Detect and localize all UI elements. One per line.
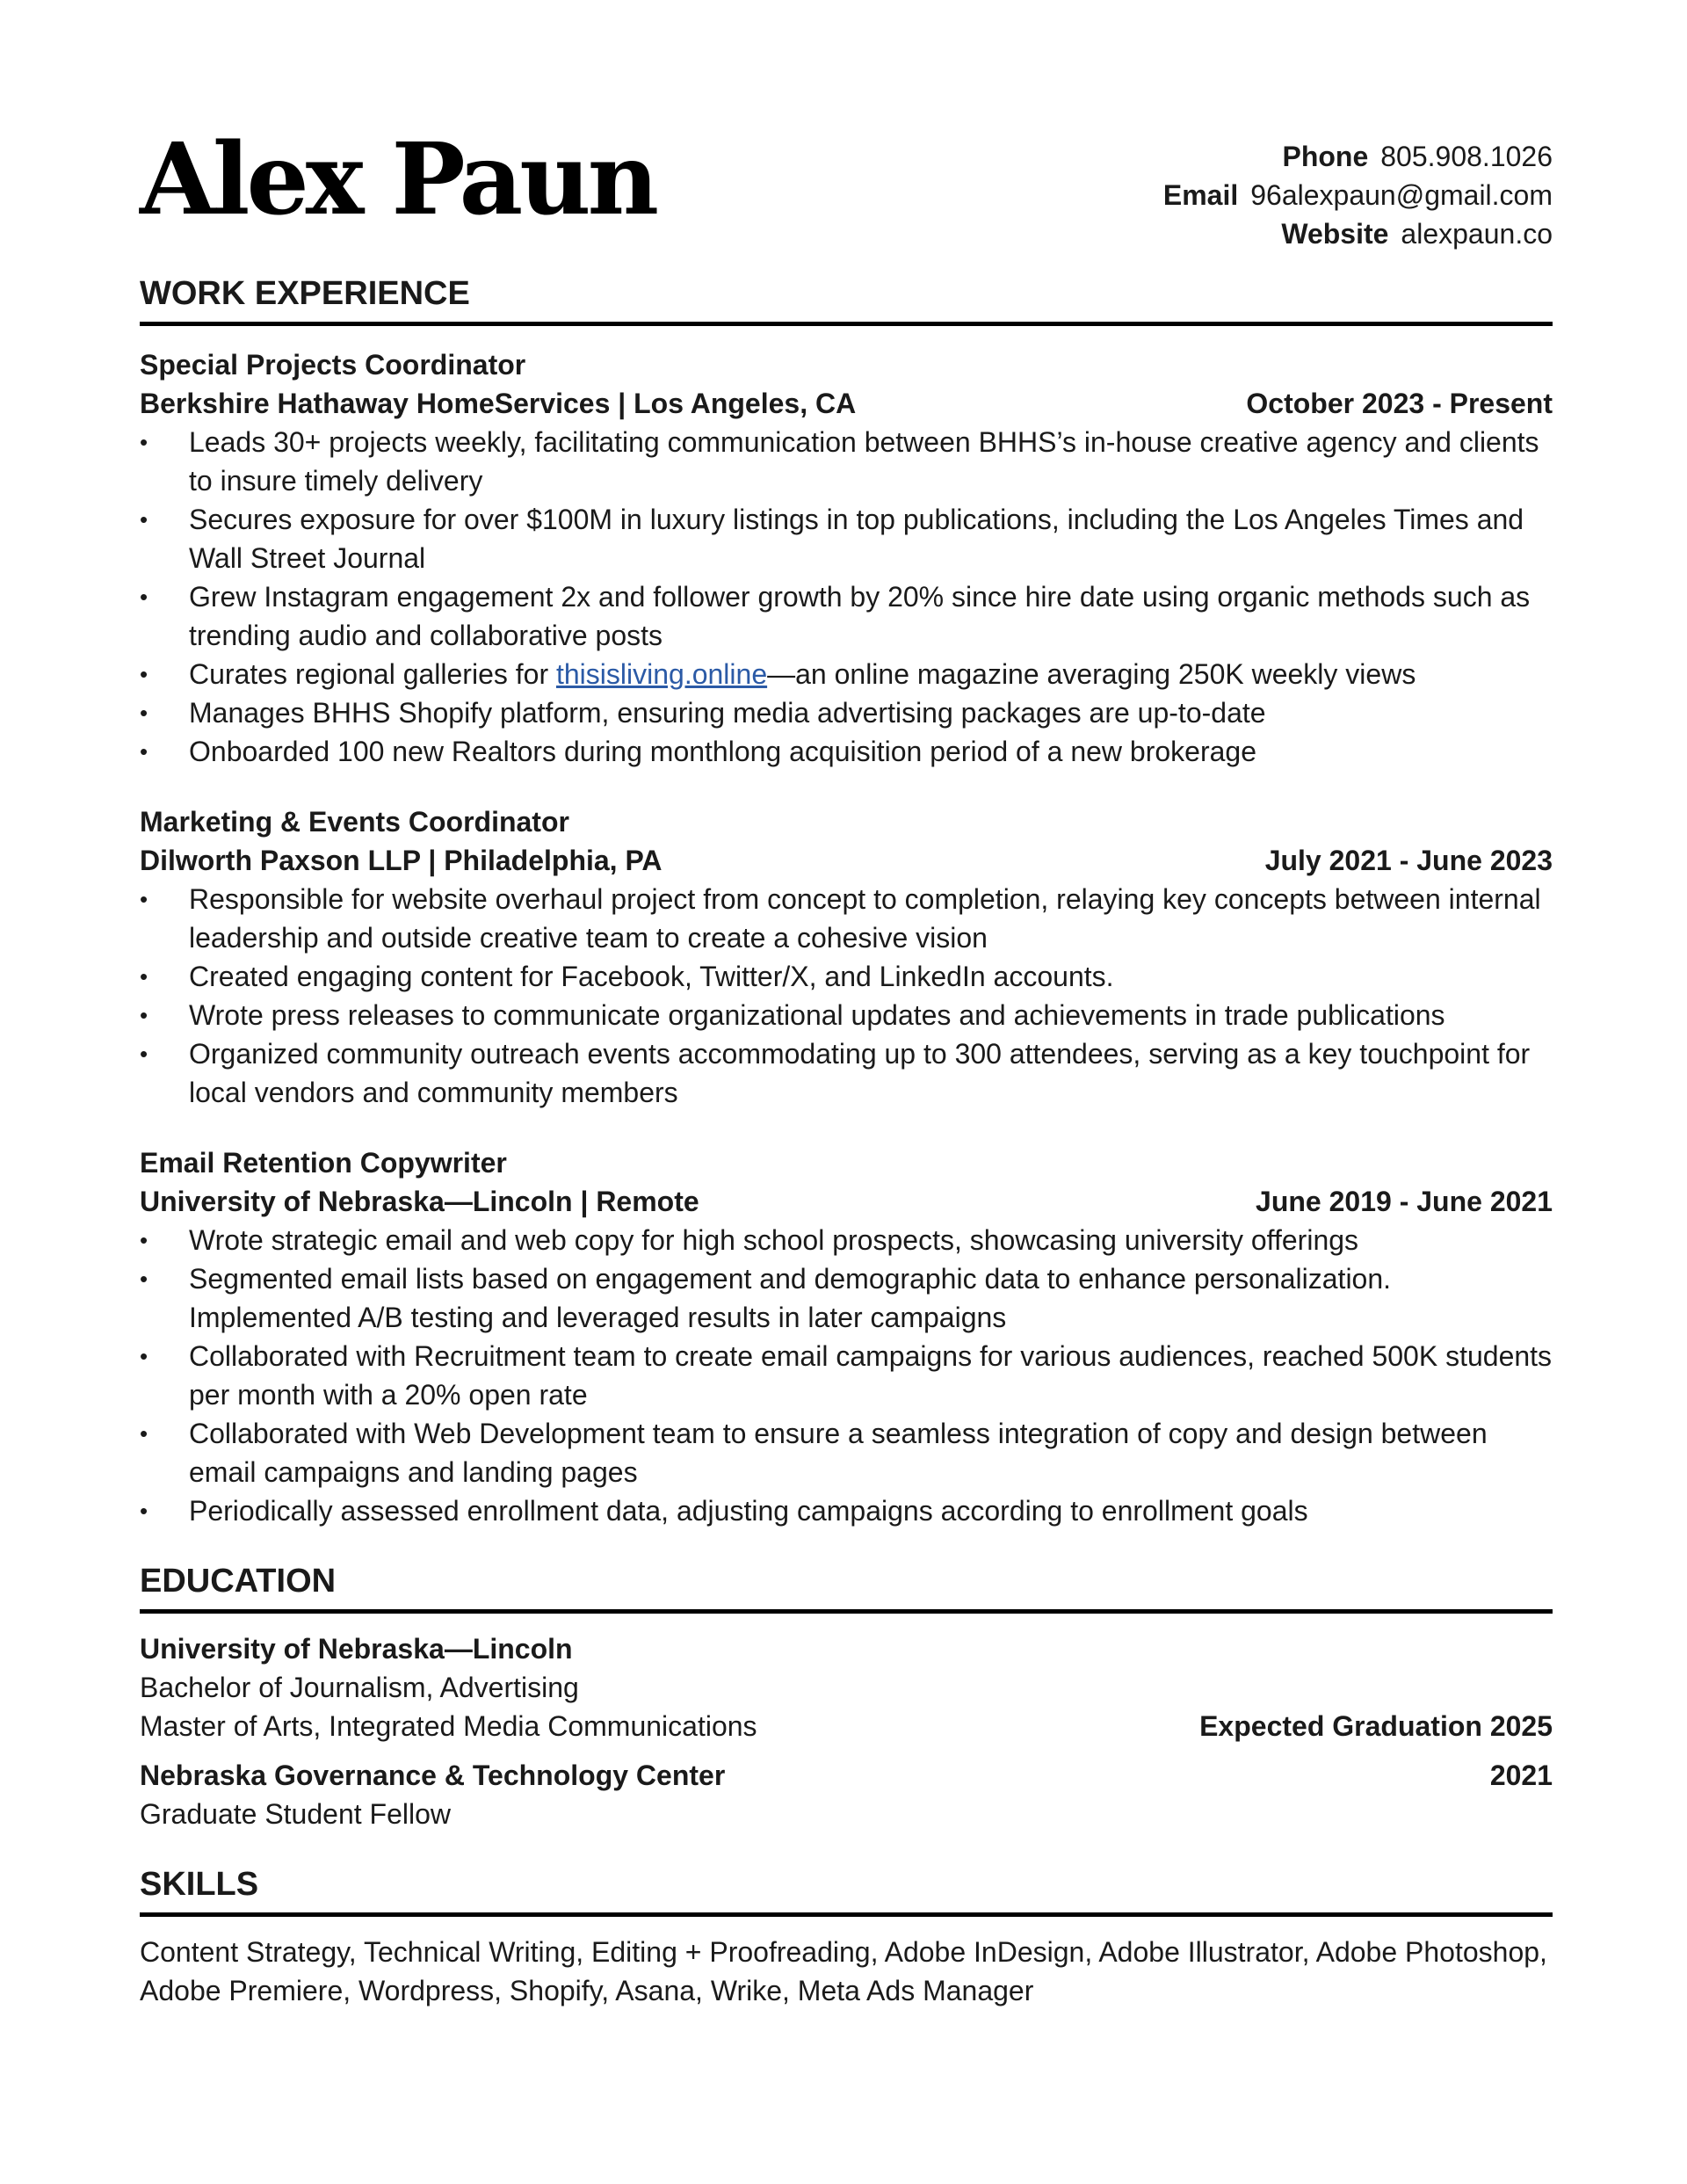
education-position: Graduate Student Fellow (140, 1798, 451, 1830)
education-degree: Master of Arts, Integrated Media Communications (140, 1710, 757, 1742)
contact-phone-label: Phone (1282, 141, 1369, 172)
contact-phone (1163, 137, 1553, 176)
work-experience-section (140, 272, 1553, 1530)
job-org: University of Nebraska—Lincoln | Remote (140, 1186, 699, 1217)
job-org: Dilworth Paxson LLP | Philadelphia, PA (140, 845, 662, 876)
job-bullet: • Secures exposure for over $100M in luxury listings in top publications, including the Los Angeles Times and Wall Street Journal (140, 500, 1553, 577)
contact-email-value: 96alexpaun@gmail.com (1250, 179, 1553, 211)
job-org-line (140, 384, 1553, 423)
bullet-text: Curates regional galleries for (189, 658, 556, 690)
job-bullets (140, 1221, 1553, 1530)
job-bullet: • Segmented email lists based on engagement and demographic data to enhance personalization. Implemented A/B testing and leveraged results in later campaigns (140, 1259, 1553, 1337)
education-entry (140, 1629, 1553, 1745)
job-bullets (140, 423, 1553, 771)
job-bullet: • Onboarded 100 new Realtors during monthlong acquisition period of a new brokerage (140, 732, 1553, 771)
bullet-text: —an online magazine averaging 250K weekly views (767, 658, 1416, 690)
job-role: Special Projects Coordinator (140, 349, 526, 381)
applicant-name: Alex Paun (140, 122, 656, 237)
job-dates: July 2021 - June 2023 (1264, 845, 1553, 876)
job-bullet: • Collaborated with Web Development team to ensure a seamless integration of copy and design between email campaigns and landing pages (140, 1414, 1553, 1491)
education-entry (140, 1756, 1553, 1833)
education-school: Nebraska Governance & Technology Center (140, 1760, 726, 1791)
job-org: Berkshire Hathaway HomeServices | Los Angeles, CA (140, 388, 857, 419)
section-heading-skills: SKILLS (140, 1863, 1553, 1917)
section-heading-education: EDUCATION (140, 1560, 1553, 1614)
job-bullet: • Created engaging content for Facebook, Twitter/X, and LinkedIn accounts. (140, 957, 1553, 996)
job-role: Marketing & Events Coordinator (140, 806, 569, 838)
job-entry (140, 1143, 1553, 1530)
magazine-link[interactable]: thisisliving.online (555, 658, 768, 690)
education-school: University of Nebraska—Lincoln (140, 1633, 573, 1665)
job-bullet: • Responsible for website overhaul project from concept to completion, relaying key concepts between internal leadership and outside creative team to create a cohesive vision (140, 880, 1553, 957)
job-dates: June 2019 - June 2021 (1256, 1186, 1553, 1217)
job-bullet (140, 655, 1553, 693)
job-bullet: • Collaborated with Recruitment team to create email campaigns for various audiences, reached 500K students per month with a 20% open rate (140, 1337, 1553, 1414)
job-org-line (140, 841, 1553, 880)
job-bullet: • Grew Instagram engagement 2x and follower growth by 20% since hire date using organic methods such as trending audio and collaborative posts (140, 577, 1553, 655)
job-bullets (140, 880, 1553, 1112)
skills-section (140, 1863, 1553, 2010)
skills-list: Content Strategy, Technical Writing, Editing + Proofreading, Adobe InDesign, Adobe Illustrator, Adobe Photoshop, Adobe Premiere, Wordpress, Shopify, Asana, Wrike, Meta Ads Manager (140, 1936, 1547, 2006)
contact-website-label: Website (1281, 218, 1389, 250)
contact-website-value: alexpaun.co (1401, 218, 1553, 250)
contact-info (1163, 137, 1553, 253)
education-degree: Bachelor of Journalism, Advertising (140, 1672, 579, 1703)
job-bullet: • Wrote press releases to communicate organizational updates and achievements in trade publications (140, 996, 1553, 1034)
job-bullet: • Leads 30+ projects weekly, facilitating communication between BHHS’s in-house creative agency and clients to insure timely delivery (140, 423, 1553, 500)
job-role: Email Retention Copywriter (140, 1147, 507, 1179)
education-date: Expected Graduation 2025 (1199, 1710, 1553, 1742)
education-degree-line (140, 1707, 1553, 1745)
education-date: 2021 (1489, 1760, 1553, 1791)
resume-page (140, 123, 1553, 2029)
job-entry (140, 345, 1553, 771)
job-bullet: • Periodically assessed enrollment data, adjusting campaigns according to enrollment goals (140, 1491, 1553, 1530)
job-dates: October 2023 - Present (1246, 388, 1553, 419)
job-org-line (140, 1182, 1553, 1221)
education-section (140, 1560, 1553, 1833)
contact-website (1163, 214, 1553, 253)
job-bullet: • Wrote strategic email and web copy for high school prospects, showcasing university offerings (140, 1221, 1553, 1259)
job-bullet: • Organized community outreach events accommodating up to 300 attendees, serving as a key touchpoint for local vendors and community members (140, 1034, 1553, 1112)
contact-email-label: Email (1162, 179, 1239, 211)
job-bullet: • Manages BHHS Shopify platform, ensuring media advertising packages are up-to-date (140, 693, 1553, 732)
contact-email (1163, 176, 1553, 214)
section-heading-work: WORK EXPERIENCE (140, 272, 1553, 326)
contact-phone-value: 805.908.1026 (1380, 141, 1553, 172)
education-school-line (140, 1756, 1553, 1795)
job-entry (140, 802, 1553, 1112)
resume-header (140, 123, 1553, 272)
